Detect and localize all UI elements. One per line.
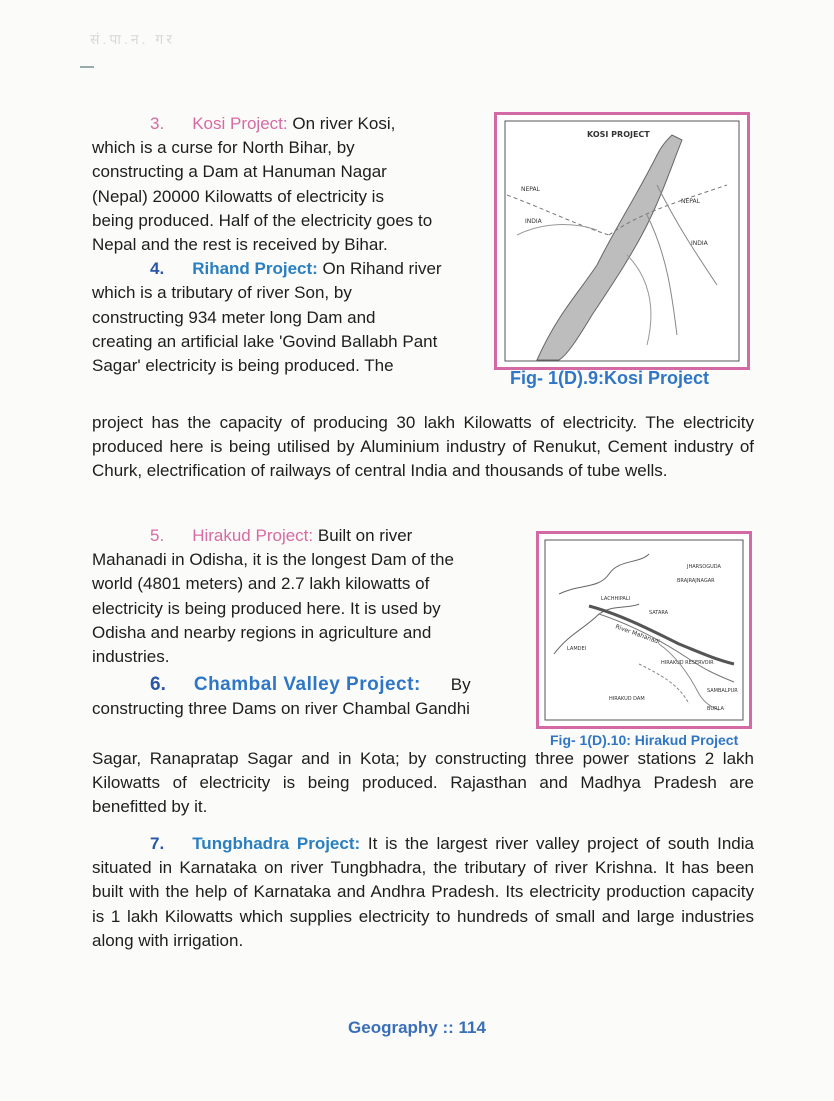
hirakud-title: Hirakud Project: [192,526,314,545]
chambal-rest-text: Sagar, Ranapratap Sagar and in Kota; by constructing three power stations 2 lakh Kilowatts of electricity is being produced. Rajasthan and Madhya Pradesh are benefitted by it. [92,749,754,817]
kosi-line5: being produced. Half of the electricity goes to [92,210,433,230]
hirakud-line4: electricity is being produced here. It is used by [92,598,441,618]
hirakud-number: 5. [150,526,165,545]
figure-hirakud-map [536,531,752,729]
hirakud-label-river: River Mahanadi [614,623,661,646]
page-footer: Geography :: 114 [348,1018,486,1037]
chambal-number: 6. [150,674,166,696]
rihand-title: Rihand Project: [192,259,318,279]
kosi-label-india-right: INDIA [691,240,708,247]
hirakud-line1: Built on river [317,526,413,545]
hirakud-label-dam: HIRAKUD DAM [609,696,645,702]
chambal-line1: By [450,675,471,695]
rihand-rest-text: project has the capacity of producing 30 lakh Kilowatts of electricity. The electricity produced here is being utilised by Aluminium industry of Renukut, Cement industry of Churk, electrification of railways of central India and thousands of tube wells. [92,413,754,481]
figure-kosi-map [494,112,750,370]
kosi-map-graphic [497,115,747,367]
rihand-line3: constructing 934 meter long Dam and [92,307,376,327]
kosi-label-india-left: INDIA [525,218,542,225]
hirakud-map-graphic [539,534,749,726]
tungbhadra-title: Tungbhadra Project: [192,834,361,853]
tungbhadra-number: 7. [150,834,165,853]
tungbhadra-text: It is the largest river valley project of south India situated in Karnataka on river Tungbhadra, the tributary of river Krishna. It has been built with the help of Karnataka and Andhra Pradesh. Its electricity production capacity is 1 lakh Kilowatts which supplies electricity to hundreds of small and large industries along with irrigation. [92,834,754,950]
kosi-line2: which is a curse for North Bihar, by [92,138,355,158]
hirakud-line3: world (4801 meters) and 2.7 lakh kilowatts of [92,574,430,594]
hirakud-line5: Odisha and nearby regions in agriculture and [92,622,432,642]
rihand-line1: On Rihand river [322,259,442,279]
rihand-rest [92,411,754,484]
hirakud-label-lamdei: LAMDEI [567,646,587,652]
kosi-label-nepal-left: NEPAL [521,186,540,193]
rihand-line4: creating an artificial lake 'Govind Ballabh Pant [92,331,438,351]
hirakud-label-brajrajnagar: BRAJRAJNAGAR [677,578,715,584]
hirakud-label-satara: SATARA [649,610,669,616]
rihand-line5: Sagar' electricity is being produced. The [92,356,394,376]
hirakud-label-sambalpur: SAMBALPUR [707,688,738,694]
hirakud-label-jharsoguda: JHARSOGUDA [687,564,721,570]
hirakud-line2: Mahanadi in Odisha, it is the longest Dam of the [92,550,454,570]
chambal-rest [92,747,754,820]
kosi-line1: On river Kosi, [292,114,396,133]
section-hirakud [92,524,524,722]
chambal-title: Chambal Valley Project: [193,674,421,696]
hirakud-figure-caption: Fig- 1(D).10: Hirakud Project [550,732,739,748]
hirakud-label-reservoir: HIRAKUD RESERVOIR [661,660,714,666]
kosi-title: Kosi Project: [192,114,288,133]
hirakud-label-lachhipali: LACHHIPALI [601,596,631,602]
kosi-label-nepal-right: NEPAL [681,198,700,205]
hirakud-label-burla: BURLA [707,706,724,712]
hirakud-line6: industries. [92,647,170,667]
rihand-line2: which is a tributary of river Son, by [92,283,352,303]
kosi-line6: Nepal and the rest is received by Bihar. [92,235,388,255]
margin-mark [80,66,94,68]
kosi-figure-caption: Fig- 1(D).9:Kosi Project [510,368,710,388]
kosi-line4: (Nepal) 20000 Kilowatts of electricity is [92,186,384,206]
rihand-number: 4. [150,259,165,279]
kosi-line3: constructing a Dam at Hanuman Nagar [92,162,387,182]
section-kosi [92,112,484,378]
kosi-number: 3. [150,114,165,133]
header-faint-text: सं.पा.न. गर [90,31,175,47]
kosi-map-title: KOSI PROJECT [587,130,650,139]
section-tungbhadra [92,832,754,953]
chambal-line2: constructing three Dams on river Chambal Gandhi [92,699,470,719]
